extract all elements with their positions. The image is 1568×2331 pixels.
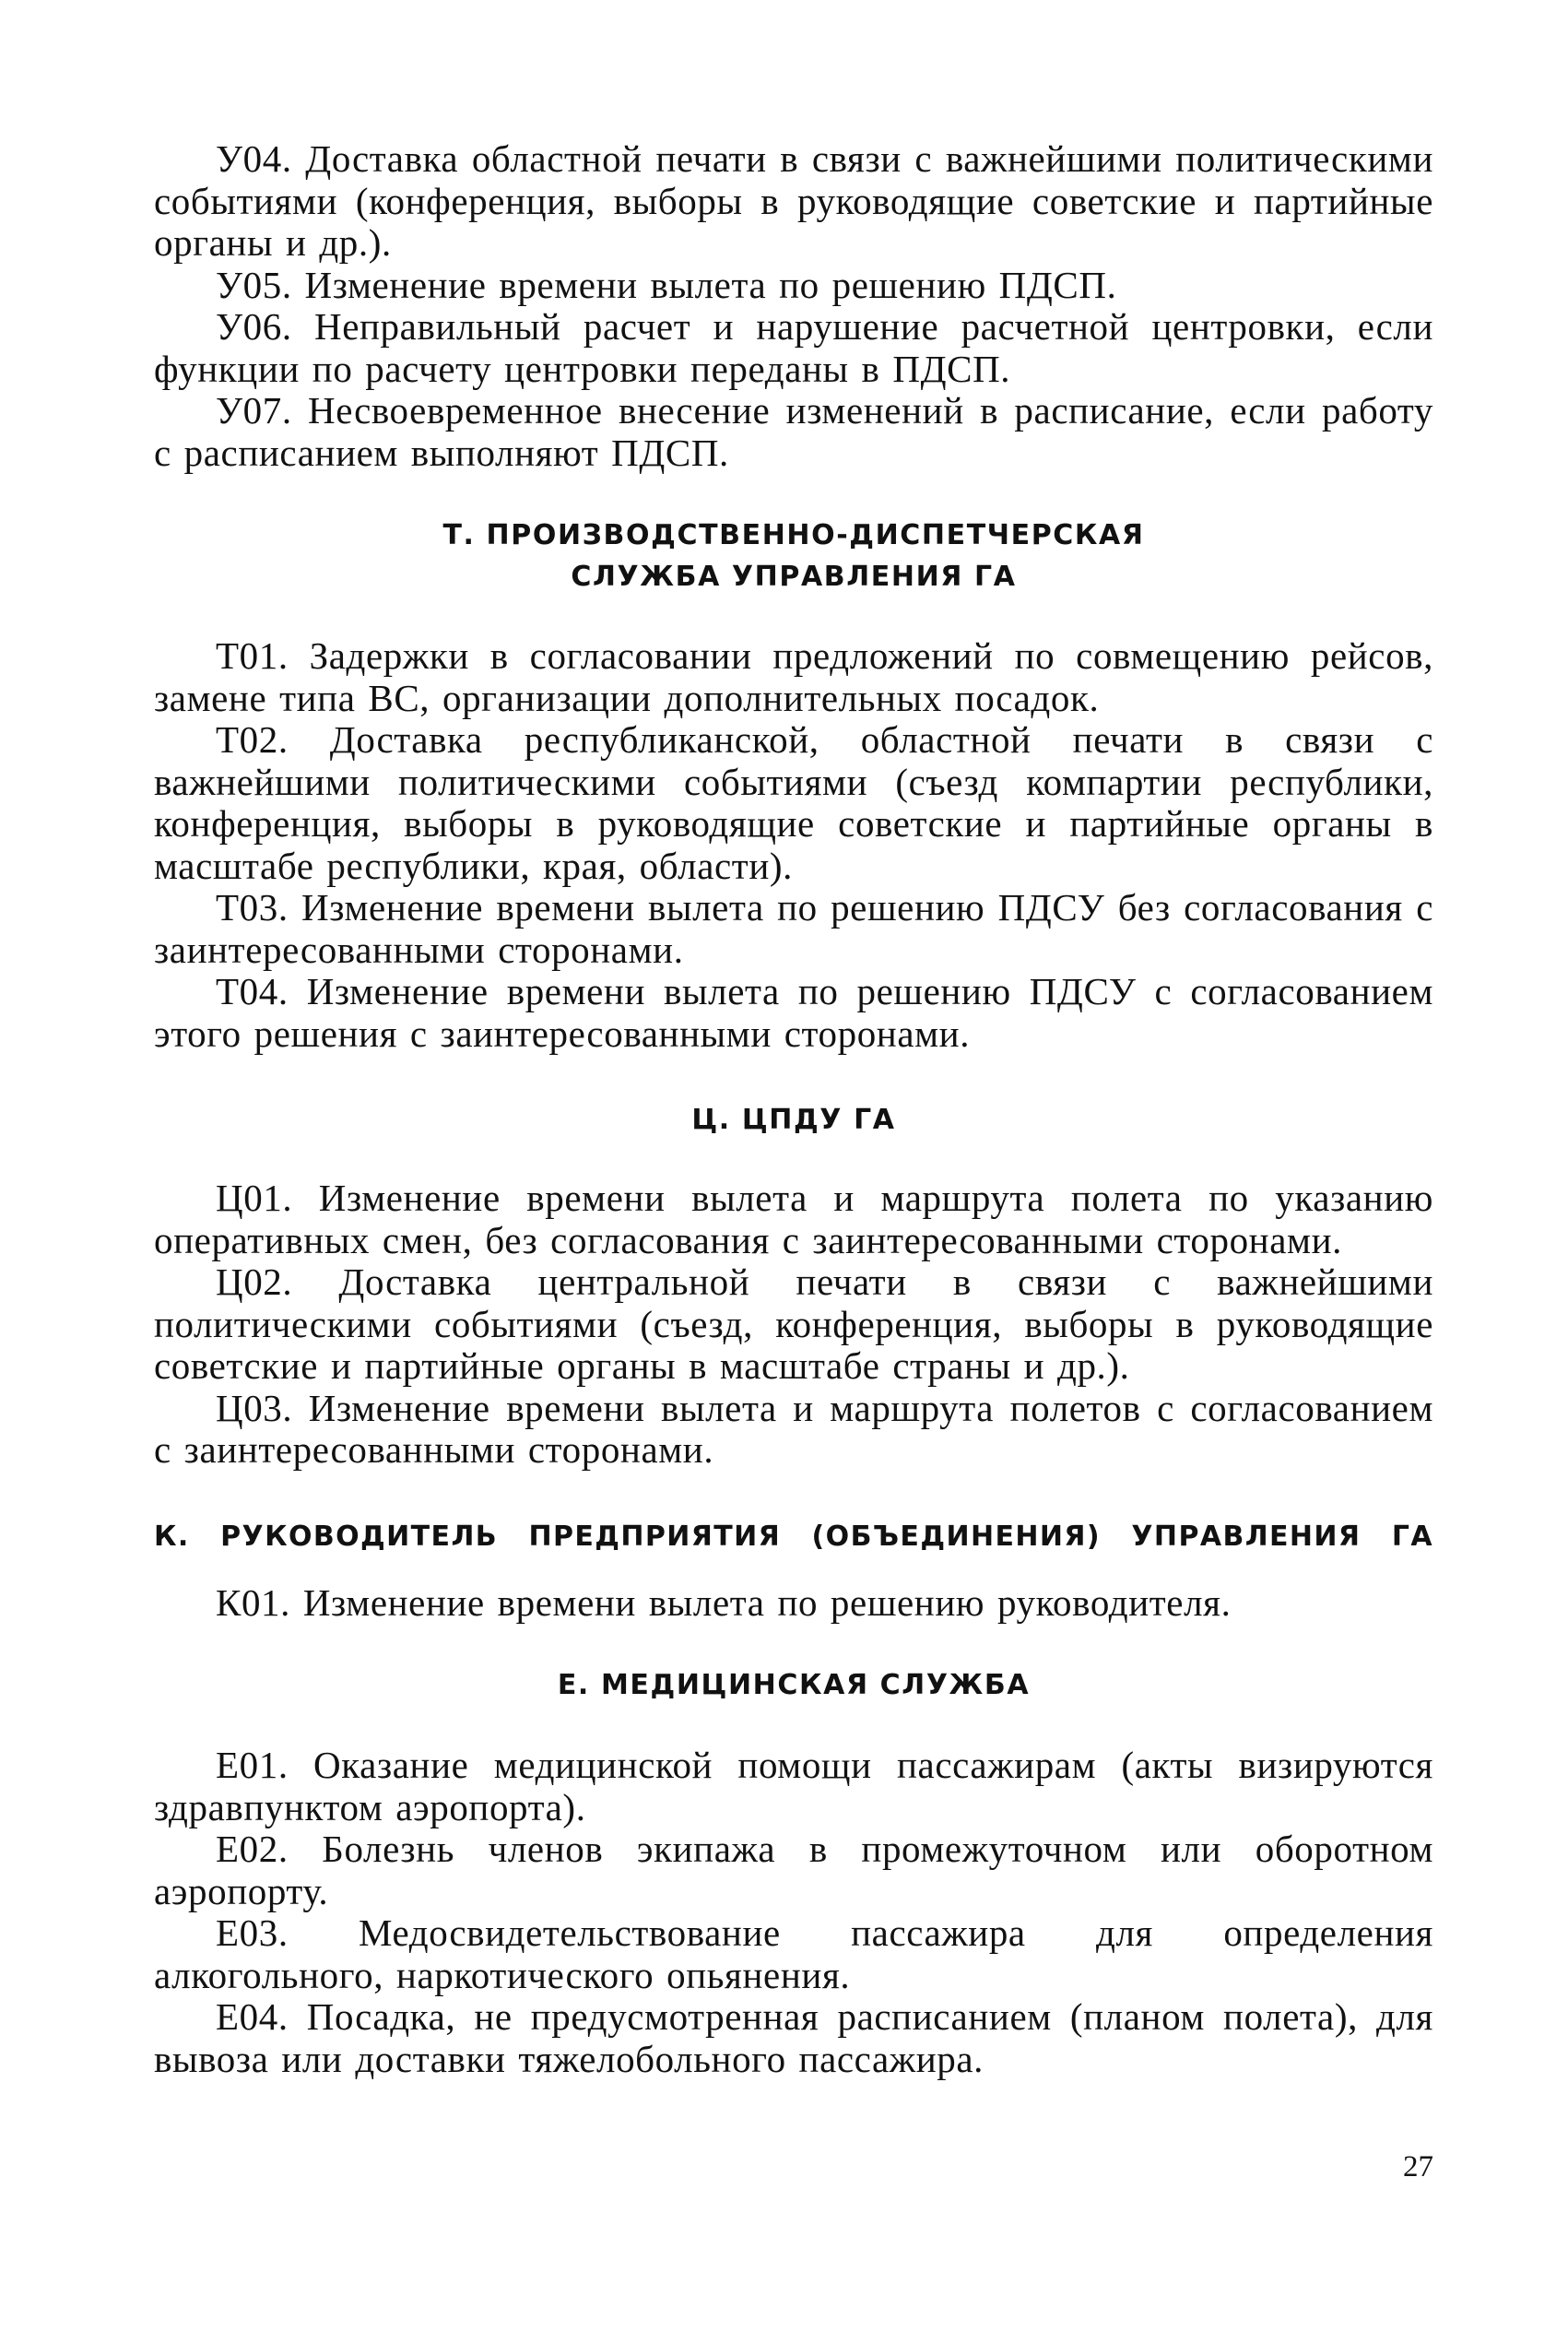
section-ts <box>154 1099 1433 1472</box>
paragraph-ts01: Ц01. Изменение времени вылета и маршрута полета по указанию оперативных смен, без согласования с заинтересованными сторонами. <box>154 1177 1433 1261</box>
paragraph-e02: Е02. Болезнь членов экипажа в промежуточном или оборотном аэропорту. <box>154 1828 1433 1912</box>
paragraph-ts02: Ц02. Доставка центральной печати в связи с важнейшими политическими событиями (съезд, конференция, выборы в руководящие советские и партийные органы в масштабе страны и др.). <box>154 1260 1433 1387</box>
paragraph-u04: У04. Доставка областной печати в связи с важнейшими политическими событиями (конференция, выборы в руководящие советские и партийные органы и др.). <box>154 137 1433 264</box>
paragraph-t01: Т01. Задержки в согласовании предложений по совмещению рейсов, замене типа ВС, организации дополнительных посадок. <box>154 634 1433 719</box>
section-heading-e: Е. МЕДИЦИНСКАЯ СЛУЖБА <box>557 1669 1031 1701</box>
page-number: 27 <box>1403 2150 1433 2183</box>
section-e <box>154 1664 1433 2080</box>
paragraph-e04: Е04. Посадка, не предусмотренная расписанием (планом полета), для вывоза или доставки тяжелобольного пассажира. <box>154 1995 1433 2080</box>
paragraph-t02: Т02. Доставка республиканской, областной печати в связи с важнейшими политическими событиями (съезд компартии республики, конференция, выборы в руководящие советские и партийные органы в масштабе республики, края, области). <box>154 718 1433 887</box>
paragraph-u05: У05. Изменение времени вылета по решению ПДСП. <box>216 263 1117 306</box>
paragraph-k01: К01. Изменение времени вылета по решению руководителя. <box>216 1580 1232 1624</box>
document-page <box>154 138 1433 2080</box>
section-heading-ts: Ц. ЦПДУ ГА <box>691 1104 896 1136</box>
paragraph-e03: Е03. Медосвидетельствование пассажира для определения алкогольного, наркотического опьянения. <box>154 1911 1433 1996</box>
paragraph-e01: Е01. Оказание медицинской помощи пассажирам (акты визируются здравпунктом аэропорта). <box>154 1744 1433 1828</box>
section-t <box>154 515 1433 1055</box>
paragraph-u06: У06. Неправильный расчет и нарушение расчетной центровки, если функции по расчету центровки переданы в ПДСП. <box>154 305 1433 390</box>
section-heading-t <box>154 515 1433 598</box>
paragraph-t03: Т03. Изменение времени вылета по решению ПДСУ без согласования с заинтересованными сторонами. <box>154 886 1433 971</box>
section-heading-k: К. РУКОВОДИТЕЛЬ ПРЕДПРИЯТИЯ (ОБЪЕДИНЕНИЯ) УПРАВЛЕНИЯ ГА <box>154 1520 1433 1553</box>
section-k <box>154 1516 1433 1625</box>
paragraph-u07: У07. Несвоевременное внесение изменений в расписание, если работу с расписанием выполняют ПДСП. <box>154 389 1433 474</box>
section-u <box>154 138 1433 474</box>
paragraph-t04: Т04. Изменение времени вылета по решению ПДСУ с согласованием этого решения с заинтересованными сторонами. <box>154 970 1433 1055</box>
paragraph-ts03: Ц03. Изменение времени вылета и маршрута полетов с согласованием с заинтересованными сторонами. <box>154 1386 1433 1471</box>
section-heading-t-line1: Т. ПРОИЗВОДСТВЕННО-ДИСПЕТЧЕРСКАЯ <box>442 519 1145 551</box>
section-heading-t-line2: СЛУЖБА УПРАВЛЕНИЯ ГА <box>571 561 1017 593</box>
